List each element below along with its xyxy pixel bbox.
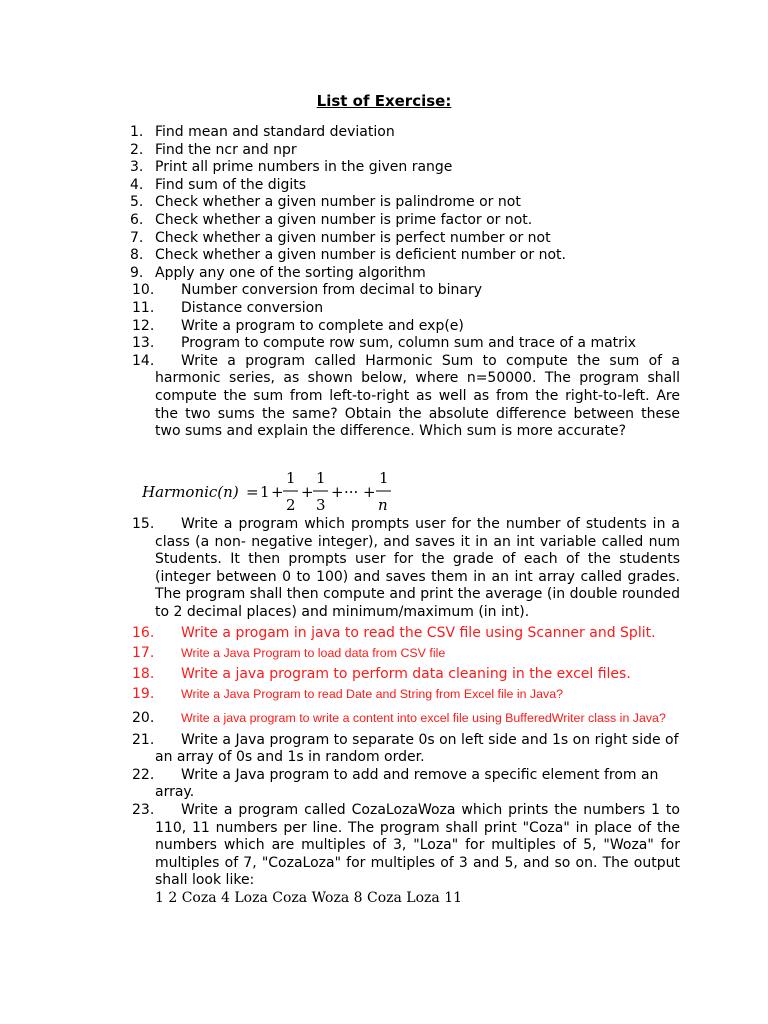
formula-plus-4: + xyxy=(363,483,376,501)
list-item xyxy=(130,767,680,802)
list-item xyxy=(130,353,680,441)
list-item xyxy=(130,335,680,353)
list-item xyxy=(130,247,680,265)
item-text: Write a program to complete and exp(e) xyxy=(181,317,464,334)
list-item xyxy=(130,732,680,767)
frac3-denominator: n xyxy=(378,496,388,514)
item-number: 18. xyxy=(132,665,155,682)
item-number: 23. xyxy=(132,801,155,818)
list-item xyxy=(130,282,680,300)
list-item xyxy=(130,666,680,684)
item-number: 2. xyxy=(130,141,144,158)
exercise-list xyxy=(130,124,680,441)
item-number: 1. xyxy=(130,124,144,140)
item-text: Write a Java program to add and remove a specific element from an array. xyxy=(155,766,659,801)
item-number: 14. xyxy=(132,352,155,369)
output-sample xyxy=(130,890,680,908)
item-number: 17. xyxy=(132,645,155,662)
item-text: Write a progam in java to read the CSV file using Scanner and Split. xyxy=(181,624,656,641)
item-number: 13. xyxy=(132,335,155,352)
list-item xyxy=(130,625,680,643)
item-text: Find sum of the digits xyxy=(155,176,307,193)
item-text: Write a program which prompts user for the number of students in a class (a non- negative integer), and saves it in an int variable called num Students. It then prompts user for the grade of each of the students (integer between 0 to 100) and saves them in an int array called grades. The program shall then compute and print the average (in double rounded to 2 decimal places) and minimum/maximum (in int). xyxy=(155,516,680,620)
page-title: List of Exercise: xyxy=(316,92,452,110)
item-text: Apply any one of the sorting algorithm xyxy=(155,264,426,281)
formula-one: 1 xyxy=(260,483,270,501)
formula-lhs: Harmonic(n) xyxy=(142,483,239,501)
exercise-list-continued xyxy=(130,516,680,907)
list-item xyxy=(130,177,680,195)
item-number: 20. xyxy=(132,709,155,726)
item-number: 4. xyxy=(130,176,144,193)
item-number: 6. xyxy=(130,211,144,228)
frac1-denominator: 2 xyxy=(286,496,296,514)
item-text: Write a program called Harmonic Sum to compute the sum of a harmonic series, as shown below, where n=50000. The program shall compute the sum from left-to-right as well as from the right-to-left. Are the two sums the same? Obtain the absolute difference between these two sums and explain the difference. Which sum is more accurate? xyxy=(155,352,680,440)
formula-equals: = xyxy=(246,483,259,501)
frac2-numerator: 1 xyxy=(316,469,326,487)
list-item xyxy=(130,159,680,177)
item-number: 7. xyxy=(130,229,144,246)
item-text: Write a java program to perform data cleaning in the excel files. xyxy=(181,665,631,682)
item-number: 15. xyxy=(132,516,155,532)
item-text: Check whether a given number is palindrome or not xyxy=(155,194,521,211)
item-text: Find the ncr and npr xyxy=(155,141,297,158)
item-number: 10. xyxy=(132,282,155,299)
formula-plus-2: + xyxy=(301,483,314,501)
item-number: 9. xyxy=(130,264,144,281)
item-text: Write a Java Program to load data from CSV file xyxy=(181,646,446,661)
formula-plus-3: + xyxy=(331,483,344,501)
item-text: Write a Java Program to read Date and String from Excel file in Java? xyxy=(181,687,563,702)
list-item xyxy=(130,710,680,728)
item-text: Print all prime numbers in the given range xyxy=(155,159,453,176)
list-item xyxy=(130,686,680,704)
item-text: Write a java program to write a content into excel file using BufferedWriter class in Java? xyxy=(181,710,666,725)
output-sample-text: 1 2 Coza 4 Loza Coza Woza 8 Coza Loza 11 xyxy=(155,889,463,906)
list-item xyxy=(130,300,680,318)
item-text: Write a program called CozaLozaWoza which prints the numbers 1 to 110, 11 numbers per line. The program shall print "Coza" in place of the numbers which are multiples of 3, "Loza" for multiples of 5, "Woza" for multiples of 7, "CozaLoza" for multiples of 3 and 5, and so on. The output shall look like: xyxy=(155,801,680,889)
formula-dots: ··· xyxy=(344,483,359,501)
item-number: 19. xyxy=(132,686,155,703)
item-text: Check whether a given number is prime factor or not. xyxy=(155,211,533,228)
list-item xyxy=(130,645,680,663)
item-text: Check whether a given number is perfect number or not xyxy=(155,229,551,246)
list-item xyxy=(130,124,680,142)
item-text: Distance conversion xyxy=(181,299,324,316)
formula-graphic xyxy=(142,466,402,522)
list-item xyxy=(130,230,680,248)
item-number: 3. xyxy=(130,159,144,176)
list-item xyxy=(130,194,680,212)
item-text: Find mean and standard deviation xyxy=(155,124,395,140)
item-text: Number conversion from decimal to binary xyxy=(181,282,482,299)
item-number: 5. xyxy=(130,194,144,211)
list-item xyxy=(130,318,680,336)
list-item xyxy=(130,265,680,283)
list-item xyxy=(130,516,680,622)
list-item xyxy=(130,802,680,890)
harmonic-formula xyxy=(142,466,402,522)
item-number: 16. xyxy=(132,624,155,641)
item-text: Program to compute row sum, column sum and trace of a matrix xyxy=(181,335,637,352)
item-text: Write a Java program to separate 0s on left side and 1s on right side of an array of 0s and 1s in random order. xyxy=(155,731,679,766)
item-number: 11. xyxy=(132,299,155,316)
item-number: 8. xyxy=(130,247,144,264)
item-number: 21. xyxy=(132,731,155,748)
item-number: 12. xyxy=(132,317,155,334)
list-item xyxy=(130,212,680,230)
frac1-numerator: 1 xyxy=(286,469,296,487)
frac2-denominator: 3 xyxy=(316,496,326,514)
frac3-numerator: 1 xyxy=(379,469,389,487)
item-number: 22. xyxy=(132,766,155,783)
formula-plus-1: + xyxy=(271,483,284,501)
list-item xyxy=(130,142,680,160)
item-text: Check whether a given number is deficient number or not. xyxy=(155,247,566,264)
